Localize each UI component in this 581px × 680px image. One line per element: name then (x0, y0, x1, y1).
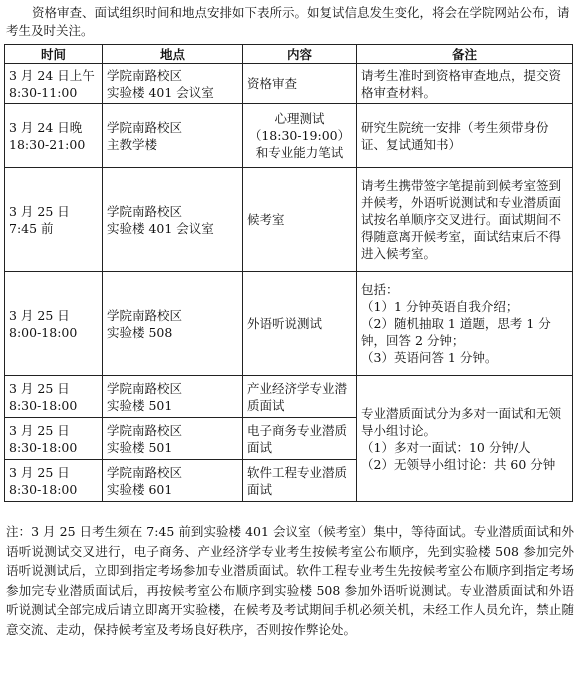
time-text: 8:00-18:00 (9, 324, 78, 340)
time-cell (5, 460, 103, 502)
note-text: 研究生院统一安排（考生须带身份证、复试通知书） (361, 119, 549, 152)
date-text: 3 月 25 日 (9, 307, 70, 323)
date-text: 3 月 25 日 (9, 422, 70, 438)
date-text: 3 月 25 日 (9, 380, 70, 396)
place-cell (103, 64, 243, 104)
room-text: 实验楼 501 (107, 397, 173, 413)
note-line: （2）无领导小组讨论：共 60 分钟 (361, 456, 556, 472)
campus-text: 学院南路校区 (107, 422, 183, 438)
time-cell (5, 168, 103, 272)
place-cell (103, 168, 243, 272)
date-text: 3 月 24 日晚 (9, 119, 83, 135)
note-line: 包括： (361, 282, 399, 297)
content-cell (243, 104, 357, 168)
time-cell (5, 418, 103, 460)
content-cell (243, 64, 357, 104)
content-extra-text: 和专业能力笔试 (255, 145, 344, 160)
table-row (5, 272, 573, 376)
place-cell (103, 418, 243, 460)
place-cell (103, 376, 243, 418)
time-cell (5, 272, 103, 376)
content-cell (243, 168, 357, 272)
content-cell (243, 418, 357, 460)
campus-text: 学院南路校区 (107, 203, 183, 219)
note-cell (357, 64, 573, 104)
note-line: （1）多对一面试：10 分钟/人 (361, 439, 531, 455)
content-text: 资格审查 (247, 76, 298, 91)
room-text: 主教学楼 (107, 136, 158, 152)
note-text: 请考生携带签字笔提前到候考室签到并候考，外语听说测试和专业潜质面试按名单顺序交叉进行。面试期间不得随意离开候考室，面试结束后不得进入候考室。 (361, 178, 562, 261)
content-cell (243, 376, 357, 418)
table-header-row (5, 45, 573, 64)
note-line: （3）英语问答 1 分钟。 (361, 350, 498, 365)
campus-text: 学院南路校区 (107, 67, 183, 83)
content-text: 心理测试 (274, 111, 325, 126)
time-cell (5, 376, 103, 418)
time-text: 8:30-18:00 (9, 481, 78, 497)
schedule-table (4, 44, 573, 502)
time-text: 7:45 前 (9, 220, 54, 236)
time-text: 8:30-18:00 (9, 397, 78, 413)
campus-text: 学院南路校区 (107, 380, 183, 396)
content-text: 电子商务专业潜质面试 (247, 422, 348, 455)
content-text: 外语听说测试 (247, 316, 323, 331)
merged-note-cell (357, 376, 573, 502)
room-text: 实验楼 401 会议室 (107, 84, 214, 100)
table-row (5, 168, 573, 272)
campus-text: 学院南路校区 (107, 119, 183, 135)
note-cell (357, 168, 573, 272)
note-line: （2）随机抽取 1 道题，思考 1 分钟，回答 2 分钟； (361, 316, 551, 348)
time-text: 8:30-18:00 (9, 439, 78, 455)
room-text: 实验楼 508 (107, 324, 173, 340)
note-line: （1）1 分钟英语自我介绍； (361, 299, 519, 314)
header-time: 时间 (5, 45, 103, 64)
time-text: 8:30-11:00 (9, 84, 78, 100)
table-row (5, 376, 573, 418)
place-cell (103, 460, 243, 502)
room-text: 实验楼 501 (107, 439, 173, 455)
content-cell (243, 272, 357, 376)
time-cell (5, 104, 103, 168)
note-cell (357, 104, 573, 168)
header-place: 地点 (103, 45, 243, 64)
date-text: 3 月 25 日 (9, 464, 70, 480)
header-content: 内容 (243, 45, 357, 64)
room-text: 实验楼 401 会议室 (107, 220, 214, 236)
time-cell (5, 64, 103, 104)
content-text: 软件工程专业潜质面试 (247, 464, 348, 497)
content-cell (243, 460, 357, 502)
date-text: 3 月 25 日 (9, 203, 70, 219)
content-text: 候考室 (247, 212, 285, 227)
place-cell (103, 104, 243, 168)
place-cell (103, 272, 243, 376)
intro-paragraph: 资格审查、面试组织时间和地点安排如下表所示。如复试信息发生变化，将会在学院网站公布，请考生及时关注。 (6, 5, 570, 38)
content-text: 产业经济学专业潜质面试 (247, 380, 348, 413)
footer-note: 注：3 月 25 日考生须在 7:45 前到实验楼 401 会议室（候考室）集中，等待面试。专业潜质面试和外语听说测试交叉进行，电子商务、产业经济学专业考生按候考室公布顺序，先到实验楼 508 参加完外语听说测试后，立即到指定考场参加专业潜质面试。软件工程专业考生先按候考室公布顺序到指定考场参加完专业潜质面试后，再按候考室公布顺序到实验楼 508 参加外语听说测试。专业潜质面试和外语听说测试全部完成后请立即离开实验楼，在候考及考试期间手机必须关机，未经工作人员允许，禁止随意交流、走动，保持候考室及考场良好秩序，否则按作弊论处。 (6, 524, 574, 637)
note-cell (357, 272, 573, 376)
campus-text: 学院南路校区 (107, 464, 183, 480)
time-text: 18:30-21:00 (9, 136, 86, 152)
table-row (5, 64, 573, 104)
note-text: 请考生准时到资格审查地点，提交资格审查材料。 (361, 67, 562, 100)
table-row (5, 104, 573, 168)
note-line: 专业潜质面试分为多对一面试和无领导小组讨论。 (361, 405, 562, 438)
content-time-text: （18:30-19:00） (248, 128, 351, 143)
date-text: 3 月 24 日上午 (9, 67, 95, 83)
room-text: 实验楼 601 (107, 481, 173, 497)
header-note: 备注 (357, 45, 573, 64)
campus-text: 学院南路校区 (107, 307, 183, 323)
